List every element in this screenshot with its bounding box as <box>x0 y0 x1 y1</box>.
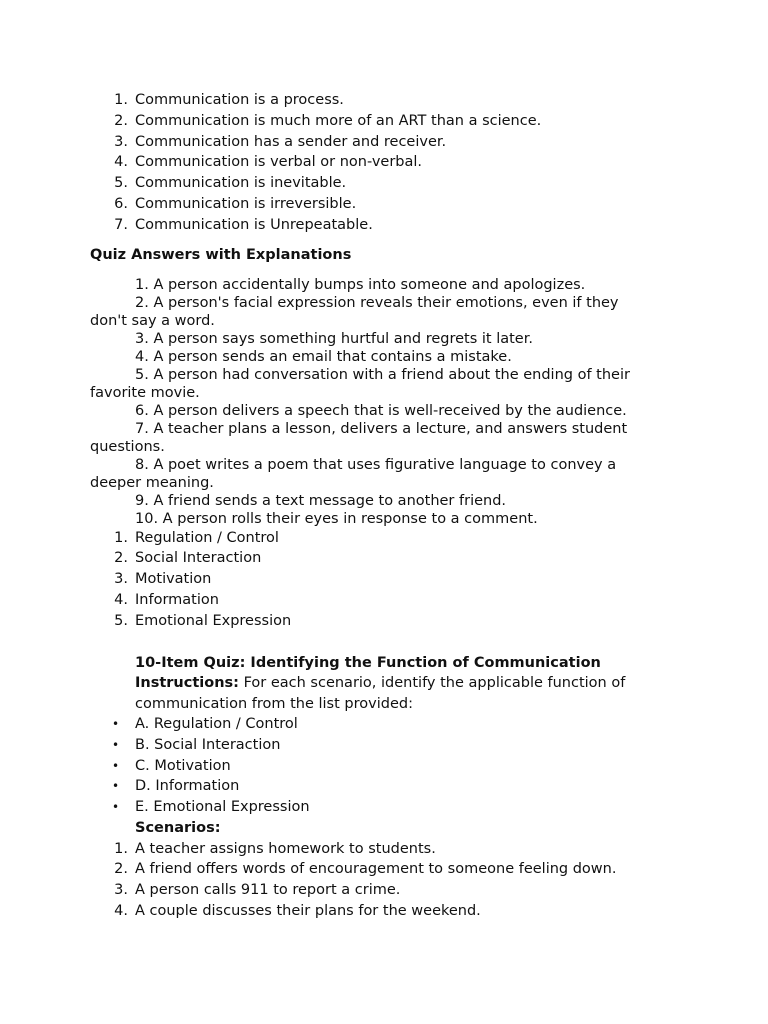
list-item: 6. Communication is irreversible. <box>114 195 357 212</box>
quiz-answers-block <box>90 276 660 528</box>
quiz-answer: 1. A person accidentally bumps into someone and apologizes. <box>135 276 586 293</box>
list-item: 5. Emotional Expression <box>114 612 292 629</box>
options-list <box>90 714 660 818</box>
list-item: 7. Communication is Unrepeatable. <box>114 216 373 233</box>
list-item: • C. Motivation <box>90 756 660 777</box>
principles-list <box>90 90 660 236</box>
list-item: 1. Regulation / Control <box>114 529 279 546</box>
bullet-icon: • <box>112 737 120 752</box>
scenarios-list <box>90 839 660 922</box>
quiz-answers-heading: Quiz Answers with Explanations <box>90 246 352 263</box>
quiz-answer: 2. A person's facial expression reveals their emotions, even if they don't say a word. <box>90 294 619 329</box>
bullet-icon: • <box>112 779 120 794</box>
list-item: 2. A friend offers words of encouragement to someone feeling down. <box>114 861 617 878</box>
list-item: • E. Emotional Expression <box>90 797 660 818</box>
quiz-answer: 7. A teacher plans a lesson, delivers a lecture, and answers student questions. <box>90 420 628 455</box>
quiz-answer: 6. A person delivers a speech that is well-received by the audience. <box>135 402 627 419</box>
list-item: 4. Information <box>114 591 219 608</box>
quiz-instructions: Instructions: For each scenario, identify the applicable function of communication from the list provided: <box>135 675 626 712</box>
list-item: 4. A couple discusses their plans for the weekend. <box>114 902 481 919</box>
quiz-answer: 9. A friend sends a text message to another friend. <box>135 492 507 509</box>
list-item: 3. Communication has a sender and receiver. <box>114 133 447 150</box>
quiz-answer: 4. A person sends an email that contains a mistake. <box>135 348 512 365</box>
list-item: 5. Communication is inevitable. <box>114 175 347 192</box>
scenarios-label: Scenarios: <box>135 820 221 837</box>
list-item: 1. Communication is a process. <box>114 92 344 108</box>
spacer <box>90 632 660 653</box>
quiz-answer: 5. A person had conversation with a friend about the ending of their favorite movie. <box>90 366 630 401</box>
list-item: • B. Social Interaction <box>90 735 660 756</box>
quiz-answer: 10. A person rolls their eyes in response to a comment. <box>135 510 538 527</box>
quiz-title: 10-Item Quiz: Identifying the Function of Communication <box>135 654 601 671</box>
list-item: 2. Social Interaction <box>114 550 262 567</box>
quiz-answer: 3. A person says something hurtful and regrets it later. <box>135 330 533 347</box>
list-item: 4. Communication is verbal or non-verbal. <box>114 154 423 171</box>
bullet-icon: • <box>112 800 120 815</box>
quiz-answer: 8. A poet writes a poem that uses figurative language to convey a deeper meaning. <box>90 456 617 491</box>
bullet-icon: • <box>112 717 120 732</box>
list-item: 3. Motivation <box>114 571 212 588</box>
list-item: 1. A teacher assigns homework to students. <box>114 840 436 857</box>
document-page <box>90 90 660 922</box>
list-item: 2. Communication is much more of an ART than a science. <box>114 112 542 129</box>
functions-list <box>90 528 660 632</box>
list-item: 3. A person calls 911 to report a crime. <box>114 882 401 899</box>
bullet-icon: • <box>112 758 120 773</box>
list-item: • D. Information <box>90 776 660 797</box>
list-item: • A. Regulation / Control <box>90 714 660 735</box>
